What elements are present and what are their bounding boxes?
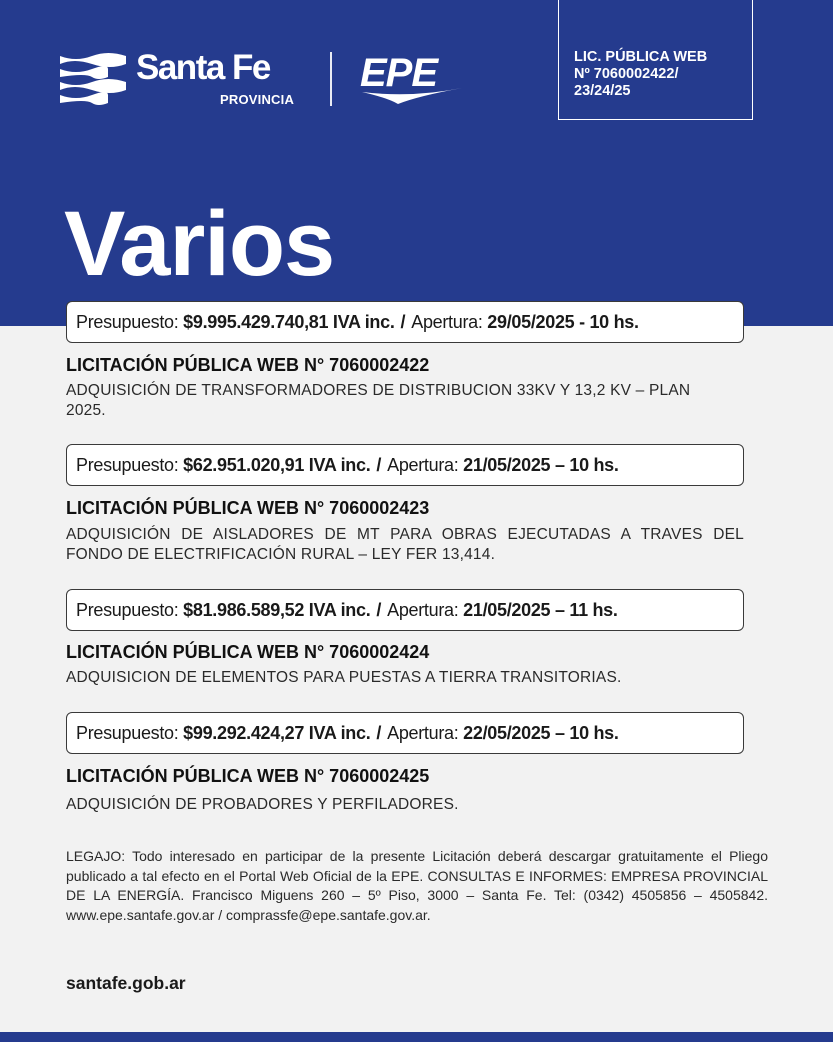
tender-title: LICITACIÓN PÚBLICA WEB N° 7060002424	[66, 642, 430, 662]
brand-name: Santa Fe	[136, 48, 270, 87]
tender-description: ADQUISICIÓN DE TRANSFORMADORES DE DISTRIBUCION 33KV Y 13,2 KV – PLAN 2025.	[66, 382, 691, 419]
budget-value: $99.292.424,27 IVA inc.	[183, 722, 371, 743]
epe-logo-text: EPE	[360, 52, 438, 95]
tender-title: LICITACIÓN PÚBLICA WEB N° 7060002425	[66, 766, 430, 786]
opening-label: Apertura:	[411, 311, 483, 332]
separator: /	[376, 454, 382, 475]
separator: /	[376, 722, 382, 743]
website-link[interactable]: santafe.gob.ar	[66, 973, 186, 993]
tender-box-line: Nº 7060002422/	[574, 66, 679, 82]
budget-box	[66, 444, 744, 486]
tender-box-line: 23/24/25	[574, 83, 631, 99]
santa-fe-flag-icon	[58, 52, 128, 108]
budget-label: Presupuesto:	[76, 311, 179, 332]
page-title: Varios	[64, 193, 335, 295]
separator: /	[376, 599, 382, 620]
tender-title: LICITACIÓN PÚBLICA WEB N° 7060002423	[66, 498, 430, 518]
legajo-text: LEGAJO: Todo interesado en participar de la presente Licitación deberá descargar gratuitamente el Pliego publicado a tal efecto en el Portal Web Oficial de la EPE. CONSULTAS E INFORMES: EMPRESA PROVINCIAL DE LA ENERGÍA. Francisco Miguens 260 – 5º Piso, 3000 – Santa Fe. Tel: (0342) 4505856 – 4505842. www.epe.santafe.gov.ar / comprassfe@epe.santafe.gov.ar.	[66, 848, 768, 923]
tender-description: ADQUISICIÓN DE PROBADORES Y PERFILADORES.	[66, 796, 459, 813]
budget-box	[66, 712, 744, 754]
opening-value: 29/05/2025 - 10 hs.	[487, 311, 639, 332]
opening-label: Apertura:	[387, 454, 459, 475]
footer-band	[0, 1032, 833, 1042]
budget-box	[66, 301, 744, 343]
opening-label: Apertura:	[387, 599, 459, 620]
tender-box-line: LIC. PÚBLICA WEB	[574, 49, 708, 65]
budget-value: $9.995.429.740,81 IVA inc.	[183, 311, 395, 332]
opening-label: Apertura:	[387, 722, 459, 743]
logo-divider	[330, 52, 332, 106]
brand-subtitle: PROVINCIA	[220, 92, 295, 107]
budget-label: Presupuesto:	[76, 599, 179, 620]
budget-value: $62.951.020,91 IVA inc.	[183, 454, 371, 475]
budget-label: Presupuesto:	[76, 722, 179, 743]
tender-description: ADQUISICIÓN DE AISLADORES DE MT PARA OBRAS EJECUTADAS A TRAVES DEL FONDO DE ELECTRIFICACIÓN RURAL – LEY FER 13,414.	[66, 526, 744, 563]
opening-value: 21/05/2025 – 11 hs.	[463, 599, 618, 620]
budget-box	[66, 589, 744, 631]
santa-fe-logo	[58, 50, 308, 110]
separator: /	[400, 311, 406, 332]
budget-value: $81.986.589,52 IVA inc.	[183, 599, 371, 620]
opening-value: 21/05/2025 – 10 hs.	[463, 454, 619, 475]
epe-logo	[358, 52, 466, 106]
tender-number-box	[558, 0, 753, 120]
opening-value: 22/05/2025 – 10 hs.	[463, 722, 619, 743]
tender-description: ADQUISICION DE ELEMENTOS PARA PUESTAS A TIERRA TRANSITORIAS.	[66, 669, 622, 686]
budget-label: Presupuesto:	[76, 454, 179, 475]
tender-title: LICITACIÓN PÚBLICA WEB N° 7060002422	[66, 355, 430, 375]
